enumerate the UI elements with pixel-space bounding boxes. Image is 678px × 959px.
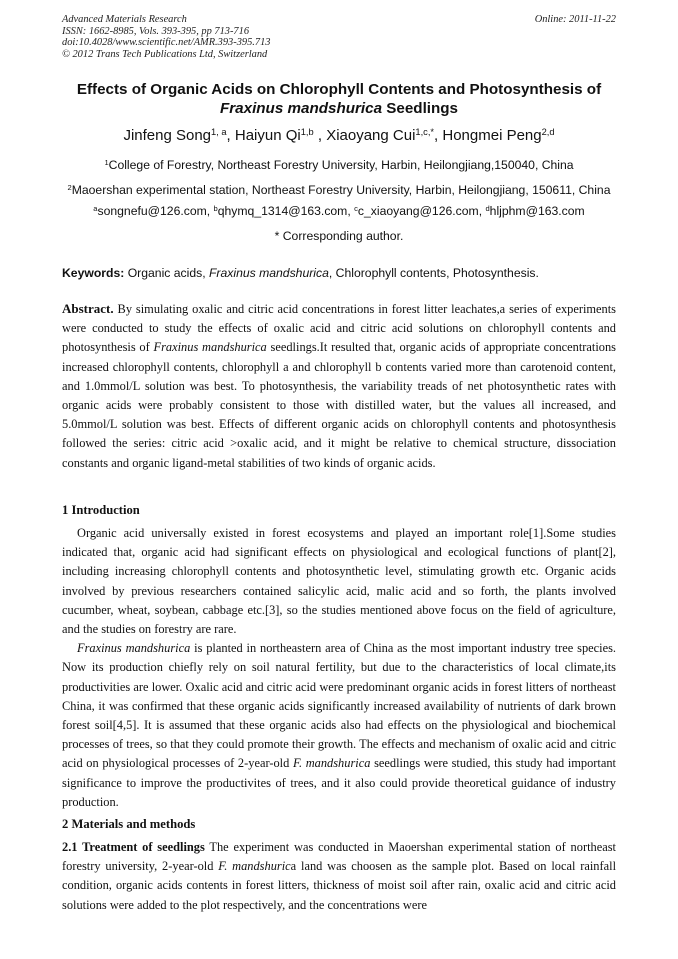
paragraph-text: a land was choosen as the sample plot. Based on local rainfall condition, organic acids contents in forest litters, thickness of moist soil after rain, oxalic acid and citric acid solutions were added to the plot respectively, and the concentrations were [62, 859, 617, 912]
section-heading-materials-methods: 2 Materials and methods [62, 817, 196, 831]
author [326, 127, 442, 144]
journal-name: Advanced Materials Research [62, 14, 187, 25]
abstract-text: By simulating oxalic and citric acid concentrations in forest litter leachates,a series of experiments were conducted to study the effects of oxalic acid and citric acid solutions on chlorophyll contents and photosynthesis of [62, 302, 616, 355]
email-separator: , [347, 204, 355, 218]
affiliation-text: College of Forestry, Northeast Forestry University, Harbin, Heilongjiang,150040, China [108, 158, 574, 172]
author-name: Haiyun Qi [234, 127, 301, 144]
affiliation-mark: 1 [104, 157, 109, 167]
email-mark: b [213, 203, 218, 213]
author-separator: , [434, 127, 443, 144]
paragraph [62, 838, 616, 915]
copyright-line: © 2012 Trans Tech Publications Ltd, Switzerland [62, 49, 268, 61]
title-line-2 [40, 100, 638, 119]
email [354, 204, 485, 218]
paragraph: Organic acid universally existed in forest ecosystems and played an important role[1].Some studies indicated that, organic acid had significant effects on physiological and ecological functions of plant[2], including increasing chlorophyll contents and photosynthetic level, stimulating growth etc. Organic acids involved by previous researchers contained salicylic acid, malic acid and so forth, the plants involved cucumber, wheat, soybean, cabbage etc.[3], so the studies mentioned above focus on the field of agriculture, and the studies on forestry are rare. [62, 526, 616, 637]
author-affiliation-mark: 1, a [211, 126, 227, 137]
email-address: qhymq_1314@163.com [217, 204, 348, 218]
email-separator: , [206, 204, 214, 218]
doi-line: doi:10.4028/www.scientific.net/AMR.393-395.713 [62, 37, 271, 49]
keywords [62, 265, 616, 281]
author [442, 127, 554, 144]
email-list [20, 203, 658, 219]
paragraph-text: seedlings were studied, this study had important significance to improve the productivites of trees, and it also could provide theoretical guidance of industry production. [62, 756, 616, 809]
author-affiliation-mark: 2,d [541, 126, 555, 137]
journal-header [62, 14, 616, 61]
author-affiliation-mark: 1,b [300, 126, 314, 137]
author-list [20, 126, 658, 146]
issn-line: ISSN: 1662-8985, Vols. 393-395, pp 713-716 [62, 25, 250, 37]
corresponding-author-note: * Corresponding author. [274, 229, 404, 243]
section-heading-introduction: 1 Introduction [62, 503, 140, 517]
paragraph-text: The experiment was conducted in Maoershan experimental station of northeast forestry university, 2-year-old [62, 840, 616, 874]
abstract-species: Fraxinus mandshurica [153, 340, 267, 355]
author [123, 127, 234, 144]
author-name: Hongmei Peng [442, 127, 542, 144]
author-name: Jinfeng Song [123, 127, 212, 144]
title-species: Fraxinus mandshurica [219, 99, 383, 117]
affiliation-mark: 2 [67, 182, 72, 192]
keywords-label: Keywords: [62, 266, 125, 280]
species-name: F. mandshuric [218, 859, 291, 874]
online-date: Online: 2011-11-22 [534, 14, 616, 25]
author-name: Xiaoyang Cui [326, 127, 416, 144]
paragraph [62, 639, 616, 812]
abstract-label: Abstract. [62, 301, 114, 316]
keywords-species: Fraxinus mandshurica [208, 266, 329, 280]
title-line-2-rest: Seedlings [382, 99, 459, 117]
species-name: F. mandshurica [292, 756, 371, 771]
title-line-1: Effects of Organic Acids on Chlorophyll Contents and Photosynthesis of [76, 81, 602, 98]
paragraph-text: is planted in northeastern area of China as the most important industry tree species. Now its production chiefly rely on soil natural fertility, but due to the characteristics of local climate,its productivities are lower. Oxalic acid and citric acid were predominant organic acids in forest litters of northeast China, it was confirmed that these organic acids significantly increased availability of nutrients of dark brown forest soil[4,5]. It is assumed that these organic acids also had effects on the physiological and biochemical processes of trees, so that they could promote their growth. The effects and mechanism of oxalic acid and citric acid on physiological processes of 2-year-old [62, 641, 616, 771]
subsection-label: 2.1 Treatment of seedlings [62, 840, 205, 854]
email [214, 204, 355, 218]
introduction-body [62, 524, 616, 812]
email-address: c_xiaoyang@126.com [357, 204, 479, 218]
email-separator: , [478, 204, 486, 218]
abstract-text: seedlings.It resulted that, organic acids of appropriate concentrations increased chlorophyll contents, chlorophyll a and chlorophyll b contents varied more than carotenoid content, and 1.0mmol/L solution was best. To photosynthesis, the variability treads of net photosynthetic rates with organic acids were probably consistent to those with distilled water, but the values all increased, and 5.0mmol/L solution was best. Effects of different organic acids on chlorophyll contents and photosynthesis followed the series: citric acid >oxalic acid, and it might be relative to chemical structure, dissociation constants and organic ligand-metal stabilities of two kinds of organic acids. [62, 340, 617, 470]
affiliation-2 [20, 182, 658, 198]
email-mark: d [485, 203, 490, 213]
email-mark: c [354, 203, 358, 213]
keywords-text: , Chlorophyll contents, Photosynthesis. [328, 266, 539, 280]
email [485, 204, 584, 218]
email-address: songnefu@126.com [97, 204, 207, 218]
email-mark: a [93, 203, 98, 213]
author-separator: , [313, 127, 327, 144]
species-name: Fraxinus mandshurica [77, 641, 191, 656]
affiliation-text: Maoershan experimental station, Northeast Forestry University, Harbin, Heilongjiang, 150611, China [71, 183, 611, 197]
affiliation-1 [20, 157, 658, 173]
keywords-text: Organic acids, [124, 266, 209, 280]
email [93, 204, 213, 218]
abstract [62, 299, 616, 473]
author [235, 127, 326, 144]
methods-body [62, 838, 616, 915]
email-address: hljphm@163.com [489, 204, 585, 218]
author-affiliation-mark: 1,c,* [415, 126, 435, 137]
author-separator: , [226, 127, 235, 144]
paper-title [40, 81, 638, 118]
